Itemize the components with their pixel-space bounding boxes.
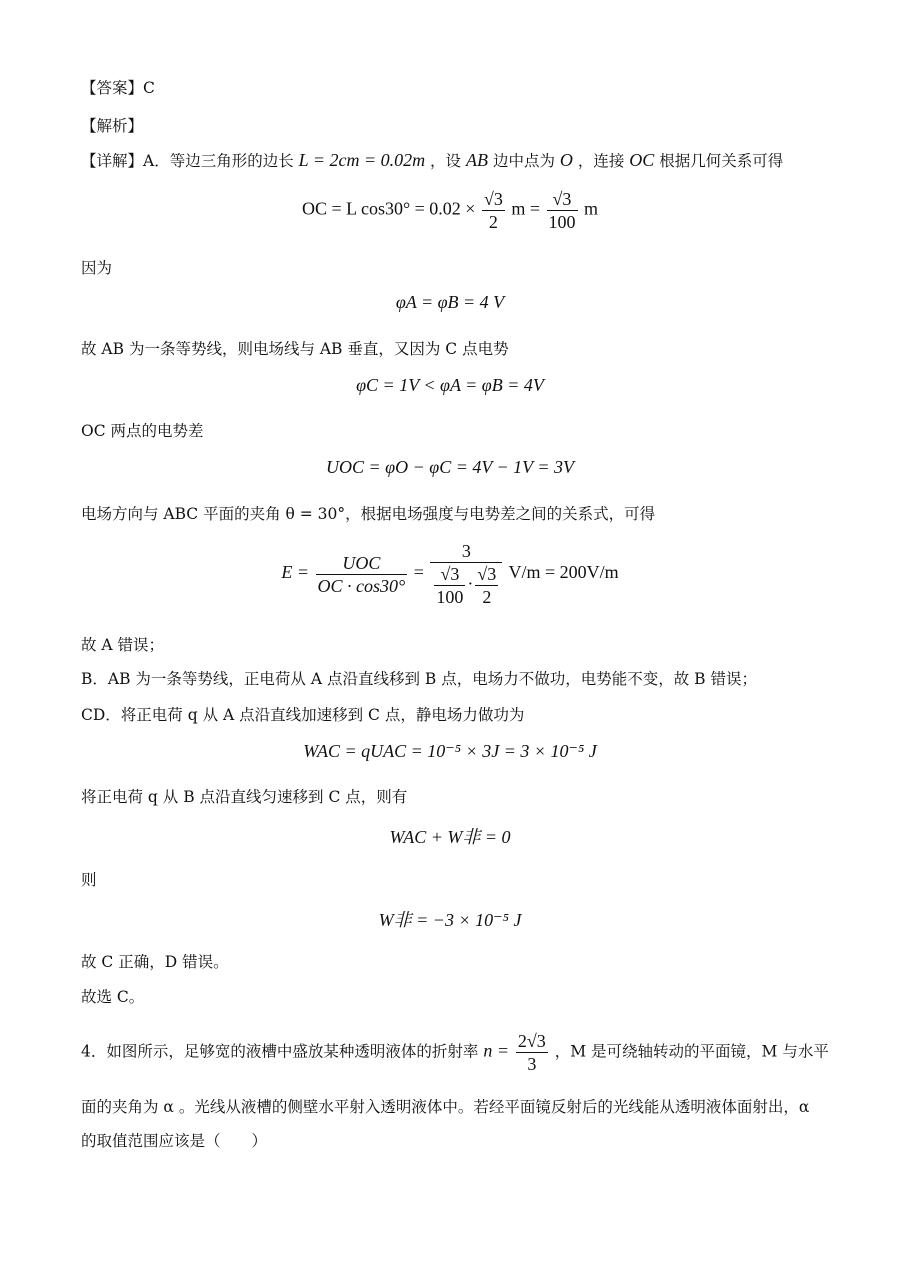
q4-line2: 面的夹角为 α 。光线从液槽的侧壁水平射入透明液体中。若经平面镜反射后的光线能从透明液体面射出，α [81,1098,810,1116]
detail-eq: L = 2cm = 0.02m [298,150,426,170]
choose-text: 故选 C。 [81,988,145,1006]
q4-part2: ，M 是可绕轴转动的平面镜，M 与水平 [554,1042,829,1061]
eq1-lhs: OC = L cos30° = 0.02 × [301,198,476,219]
move-text: 将正电荷 q 从 B 点沿直线匀速移到 C 点，则有 [81,788,408,806]
eq5-den2c: √3 [477,564,497,584]
a-wrong-text: 故 A 错误； [81,636,165,654]
eq5-frac1 [316,552,408,597]
eq5-den2b: 100 [436,587,464,607]
eq5-e: E = [281,562,310,583]
question-4 [81,1030,841,1075]
eq5-den: OC · cos30° [317,575,406,596]
eq5-den2: $\frac{√3}{100}$ · $\frac{√3}{2}$ [436,564,497,607]
equation-work-sum: WAC + W非 = 0 [389,827,511,847]
cd-option-text: CD．将正电荷 q 从 A 点沿直线加速移到 C 点，静电场力做功为 [81,706,525,724]
eq1-num: √3 [483,189,503,209]
eq5-num2: 3 [430,540,502,563]
eq5-frac2 [430,540,502,608]
equation-oc [0,188,900,233]
detail-o: O [559,150,573,170]
answer-label: 【答案】C [81,79,155,97]
eq5-den2-frac-b [475,563,498,608]
detail-prefix: 【详解】A．等边三角形的边长 [81,152,294,170]
q4-n-den: 3 [527,1054,537,1074]
equation-wac: WAC = qUAC = 10⁻⁵ × 3J = 3 × 10⁻⁵ J [303,741,597,761]
b-option-text: B．AB 为一条等势线，正电荷从 A 点沿直线移到 B 点，电场力不做功，电势能不变，故 B 错误； [81,670,757,688]
detail-mid3: ，连接 [577,152,625,170]
analysis-label: 【解析】 [81,117,144,135]
eq1-frac2 [547,188,578,233]
eq1-num2: √3 [547,188,578,211]
detail-mid4: 根据几何关系可得 [659,152,784,170]
eq5-den2a: √3 [434,563,465,586]
equation-uoc: UOC = φO − φC = 4V − 1V = 3V [326,457,574,477]
q4-n: n = [483,1040,509,1061]
equation-w-non: W非 = −3 × 10⁻⁵ J [378,910,522,930]
detail-oc: OC [629,150,655,170]
c-correct-text: 故 C 正确，D 错误。 [81,953,229,971]
because-label: 因为 [81,259,113,277]
detail-mid2: 边中点为 [492,152,555,170]
oc-difference-text: OC 两点的电势差 [81,422,204,440]
detail-ab: AB [466,150,488,170]
eq1-unit1: m = [511,198,540,219]
eq1-unit2: m [584,198,599,219]
q4-line1 [81,1030,841,1075]
equation-phi-ab: φA = φB = 4 V [395,292,505,312]
equation-phi-c: φC = 1V < φA = φB = 4V [356,375,544,395]
equation-e [0,540,900,608]
detail-mid1: ，设 [430,152,462,170]
field-direction-text: 电场方向与 ABC 平面的夹角 θ = 30°，根据电场强度与电势差之间的关系式，可得 [81,505,656,523]
eq1-den2: 100 [548,212,576,232]
q4-line3: 的取值范围应该是（ ） [81,1132,268,1150]
eq1-frac1 [482,188,505,233]
eq5-num: UOC [316,552,408,575]
eq5-den2d: 2 [482,587,492,607]
then-label: 则 [81,871,97,889]
eq1-den: 2 [488,212,498,232]
ab-equipotential-text: 故 AB 为一条等势线，则电场线与 AB 垂直，又因为 C 点电势 [81,340,509,358]
q4-part1: 4．如图所示，足够宽的液槽中盛放某种透明液体的折射率 [81,1042,479,1061]
eq5-tail: V/m = 200V/m [508,562,619,583]
q4-n-num: 2√3 [517,1031,546,1051]
detail-line [81,149,783,171]
eq5-den2-frac-a [434,563,465,608]
eq5-eqs: = [413,562,424,583]
q4-n-frac [516,1030,548,1075]
